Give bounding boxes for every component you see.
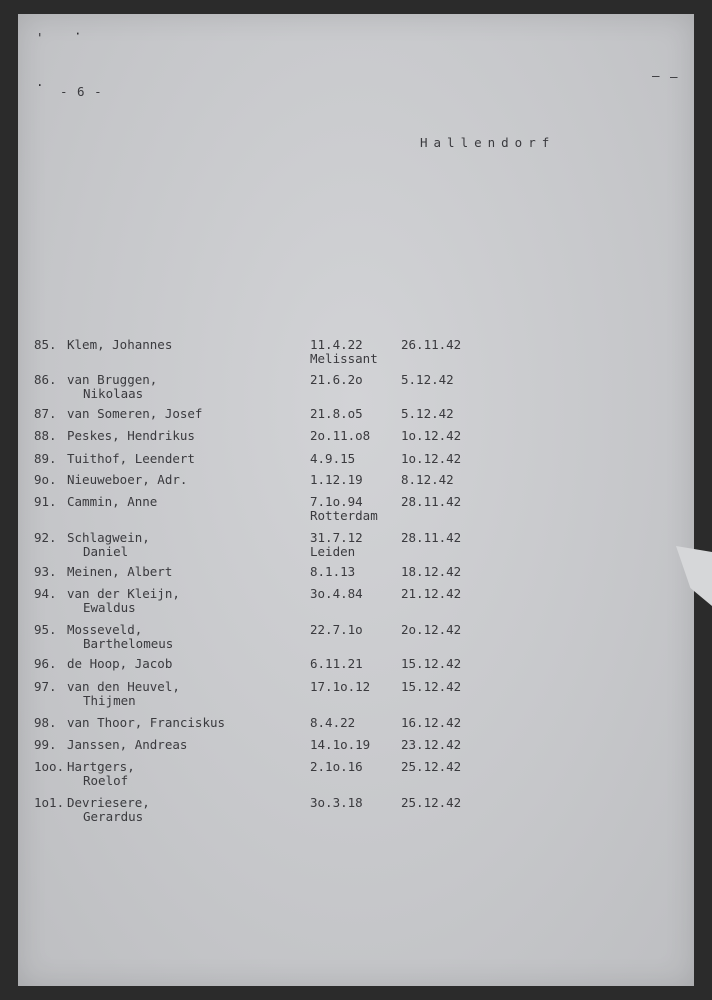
entry-name-line: Mosseveld, [67,622,143,637]
entry-number: 91. [34,494,57,509]
entry-name-line: Nieuweboer, Adr. [67,472,188,487]
entry-name-line: Peskes, Hendrikus [67,428,195,443]
entry-date: 26.11.42 [401,337,462,352]
entry-number: 95. [34,622,57,637]
entry-name-continuation: Roelof [83,773,129,788]
entry-birth-date [310,738,400,752]
entry-name-line: Cammin, Anne [67,494,158,509]
entry-date: 5.12.42 [401,372,454,387]
entry-date: 15.12.42 [401,656,462,671]
punch-mark: . [36,74,44,89]
entry-birth-date-value: 3o.4.84 [310,586,363,601]
entry-name-line: van Thoor, Franciskus [67,715,226,730]
entry-birth-date [310,796,400,810]
entry-name [67,473,327,487]
entry-name-continuation: Barthelomeus [83,636,174,651]
entry-birth-date-value: 8.1.13 [310,564,356,579]
entry-date: 1o.12.42 [401,428,462,443]
entry-date: 8.12.42 [401,472,454,487]
entry-birth-date [310,495,400,523]
page-number: - 6 - [60,84,103,99]
entry-name-continuation: Ewaldus [83,600,136,615]
entry-number: 89. [34,451,57,466]
entry-name [67,738,327,752]
entry-name-line: Meinen, Albert [67,564,173,579]
torn-page-edge [676,546,712,606]
entry-birth-date [310,565,400,579]
entry-name-line: van den Heuvel, [67,679,180,694]
entry-birth-date [310,760,400,774]
entry-name-line: van der Kleijn, [67,586,180,601]
entry-name [67,680,327,708]
entry-date: 25.12.42 [401,795,462,810]
entry-number: 1o1. [34,795,65,810]
entry-birth-date-value: 4.9.15 [310,451,356,466]
entry-name-line: Janssen, Andreas [67,737,188,752]
entry-number: 93. [34,564,57,579]
entry-number: 87. [34,406,57,421]
entry-number: 86. [34,372,57,387]
location-heading: Hallendorf [420,135,556,150]
entry-number: 1oo. [34,759,65,774]
entry-number: 94. [34,586,57,601]
entry-name [67,565,327,579]
entry-name-line: Schlagwein, [67,530,150,545]
entry-number: 97. [34,679,57,694]
entry-name-line: de Hoop, Jacob [67,656,173,671]
entry-number: 88. [34,428,57,443]
entry-name-continuation: Gerardus [83,809,144,824]
entry-name-line: Devriesere, [67,795,150,810]
entry-name [67,407,327,421]
stray-mark: – [670,69,678,84]
entry-birth-place: Rotterdam [310,508,378,523]
entry-birth-date-value: 14.1o.19 [310,737,371,752]
entry-birth-date [310,716,400,730]
entry-birth-date [310,623,400,637]
entry-date: 15.12.42 [401,679,462,694]
entry-date: 18.12.42 [401,564,462,579]
entry-birth-date-value: 31.7.12 [310,530,363,545]
entry-birth-date [310,452,400,466]
entry-birth-place: Leiden [310,544,356,559]
entry-birth-date-value: 2.1o.16 [310,759,363,774]
entry-birth-place: Melissant [310,351,378,366]
stray-mark: – [652,68,660,83]
entry-name [67,429,327,443]
entry-name [67,796,327,824]
entry-birth-date [310,373,400,387]
document-page [18,14,694,986]
entry-name-line: Hartgers, [67,759,135,774]
entry-name-line: van Someren, Josef [67,406,203,421]
entry-birth-date-value: 22.7.1o [310,622,363,637]
entry-birth-date [310,531,400,559]
entry-number: 96. [34,656,57,671]
entry-date: 23.12.42 [401,737,462,752]
entry-birth-date-value: 1.12.19 [310,472,363,487]
entry-name [67,760,327,788]
entry-number: 85. [34,337,57,352]
entry-birth-date [310,473,400,487]
entry-date: 25.12.42 [401,759,462,774]
entry-date: 28.11.42 [401,530,462,545]
entry-name [67,452,327,466]
entry-name [67,531,327,559]
entry-name [67,716,327,730]
entry-name-continuation: Thijmen [83,693,136,708]
entry-birth-date [310,407,400,421]
entry-name [67,373,327,401]
entry-date: 2o.12.42 [401,622,462,637]
entry-birth-date [310,680,400,694]
entry-name [67,623,327,651]
entry-name-line: van Bruggen, [67,372,158,387]
entry-birth-date-value: 11.4.22 [310,337,363,352]
entry-birth-date [310,657,400,671]
entry-birth-date [310,587,400,601]
entry-number: 99. [34,737,57,752]
entry-name [67,338,327,352]
punch-mark: ' [36,30,44,45]
entry-birth-date-value: 17.1o.12 [310,679,371,694]
entry-birth-date [310,429,400,443]
entry-birth-date-value: 6.11.21 [310,656,363,671]
entry-birth-date [310,338,400,366]
entry-name-line: Tuithof, Leendert [67,451,195,466]
entry-birth-date-value: 3o.3.18 [310,795,363,810]
entry-name-continuation: Nikolaas [83,386,144,401]
entry-name-continuation: Daniel [83,544,129,559]
entry-date: 28.11.42 [401,494,462,509]
punch-mark: · [74,26,82,41]
entry-date: 16.12.42 [401,715,462,730]
entry-date: 21.12.42 [401,586,462,601]
entry-birth-date-value: 8.4.22 [310,715,356,730]
entry-number: 9o. [34,472,57,487]
entry-name [67,657,327,671]
entry-birth-date-value: 2o.11.o8 [310,428,371,443]
entry-date: 5.12.42 [401,406,454,421]
entry-number: 92. [34,530,57,545]
entry-birth-date-value: 7.1o.94 [310,494,363,509]
entry-name [67,495,327,509]
entry-name-line: Klem, Johannes [67,337,173,352]
entry-birth-date-value: 21.8.o5 [310,406,363,421]
entry-birth-date-value: 21.6.2o [310,372,363,387]
entry-name [67,587,327,615]
entry-date: 1o.12.42 [401,451,462,466]
entry-number: 98. [34,715,57,730]
